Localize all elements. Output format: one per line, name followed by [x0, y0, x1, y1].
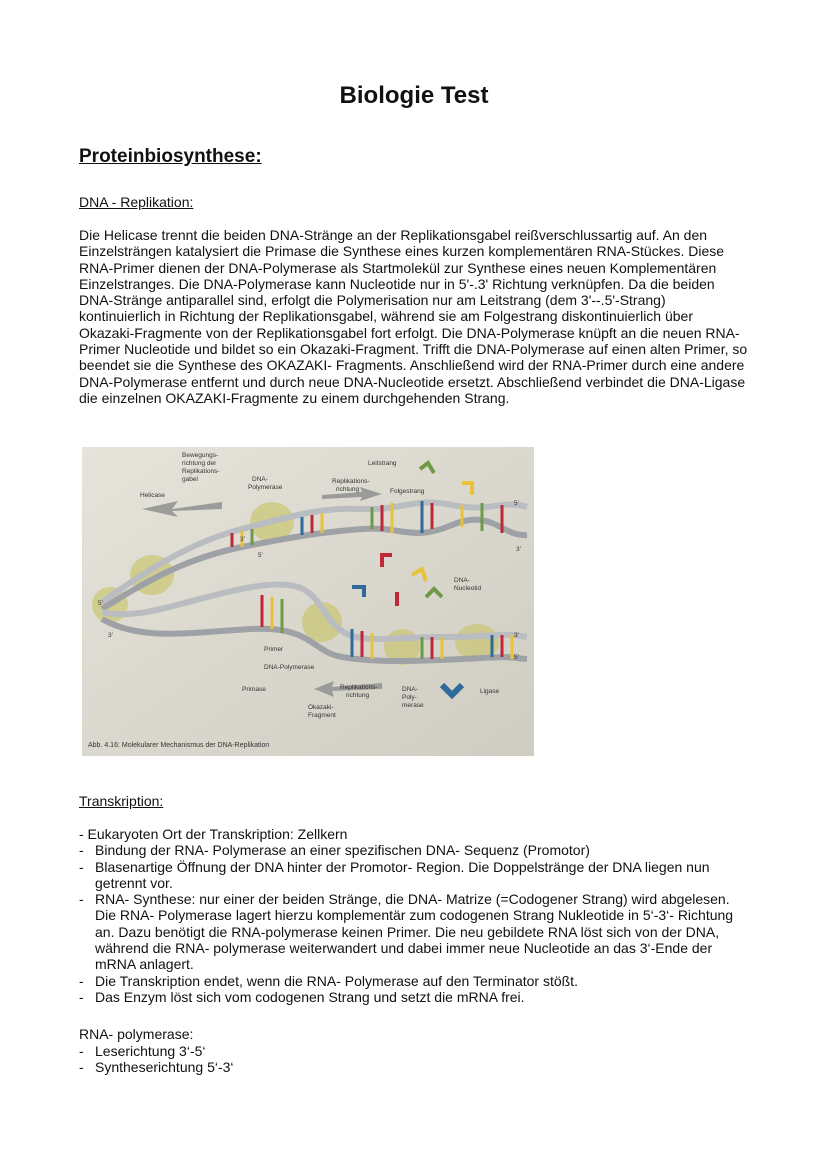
- figure-caption: Abb. 4.16: Molekularer Mechanismus der DNA-Replikation: [88, 742, 270, 749]
- label-dna-poly-merase-2: Poly-: [402, 694, 417, 701]
- label-replikationsrichtung-bottom: Replikations-: [340, 684, 378, 691]
- rna-polymerase-heading: RNA- polymerase:: [79, 1026, 194, 1042]
- label-dna-poly-merase-3: merase: [402, 702, 424, 709]
- label-okazaki-fragment-2: Fragment: [308, 712, 336, 719]
- rna-polymerase-list: [79, 1043, 749, 1076]
- list-item: - Eukaryoten Ort der Transkription: Zellkern: [79, 826, 348, 842]
- dna-replication-figure: [82, 447, 534, 756]
- list-item: - Die Transkription endet, wenn die RNA- Polymerase auf den Terminator stößt.: [79, 973, 749, 989]
- label-3-left: 3': [108, 632, 113, 639]
- label-bewegungsrichtung-3: Replikations-: [182, 468, 220, 475]
- label-dna-polymerase-top: DNA-: [252, 476, 268, 483]
- list-item: - Syntheserichtung 5‘-3‘: [79, 1059, 749, 1075]
- replication-heading: DNA - Replikation:: [79, 194, 194, 210]
- dna-replication-illustration: [82, 447, 534, 756]
- svg-text:richtung der: [182, 460, 217, 467]
- label-3-end-top: 3': [516, 546, 521, 553]
- label-bewegungsrichtung-2: richtung der: [182, 460, 217, 467]
- label-ligase: Ligase: [480, 688, 500, 695]
- label-3-mid: 3': [240, 536, 245, 543]
- list-item: - Bindung der RNA- Polymerase an einer spezifischen DNA- Sequenz (Promotor): [79, 842, 749, 858]
- label-dna-polymerase-bottom: DNA-Polymerase: [264, 664, 315, 671]
- label-dna-polymerase-top-2: Polymerase: [248, 484, 283, 491]
- label-5-mid: 5': [258, 552, 263, 559]
- svg-text:Replikations-: [182, 468, 220, 475]
- label-5-end-bottom: 5': [514, 654, 519, 661]
- label-helicase: Helicase: [140, 492, 165, 499]
- label-primer: Primer: [264, 646, 284, 653]
- label-bewegungsrichtung: Bewegungs-: [182, 452, 219, 459]
- label-okazaki-fragment: Okazaki-: [308, 704, 334, 711]
- list-item: - RNA- Synthese: nur einer der beiden Stränge, die DNA- Matrize (=Codogener Strang) wird abgelesen. Die RNA- Polymerase lagert hierzu komplementär zum codogenen Strang Nukleotide in 5‘-3‘- Richtung an. Dazu benötigt die RNA-polymerase keinen Primer. Die neu gebildete RNA löst sich von der DNA, während die RNA- polymerase weiterwandert und dabei immer neue Nucleotide an das 3‘-Ende der mRNA anlagert.: [79, 891, 749, 972]
- label-primase: Primase: [242, 686, 266, 693]
- svg-text:gabel: [182, 476, 198, 483]
- list-item: - Leserichtung 3‘-5‘: [79, 1043, 749, 1059]
- label-folgestrang: Folgestrang: [390, 488, 425, 495]
- label-dna-nucleotid-2: Nucleotid: [454, 585, 482, 592]
- section-heading: Proteinbiosynthese:: [79, 146, 262, 167]
- label-5-left: 5': [98, 600, 103, 607]
- replication-paragraph: Die Helicase trennt die beiden DNA-Stränge an der Replikationsgabel reißverschlussartig auf. An den Einzelsträngen katalysiert die Primase die Synthese eines kurzen komplementären RNA-Stückes. Diese RNA-Primer dienen der DNA-Polymerase als Startmolekül zur Synthese eines neuen Komplementären Einzelstranges. Die DNA-Polymerase kann Nucleotide nur in 5'-.3' Richtung verknüpfen. Da die beiden DNA-Stränge antiparallel sind, erfolgt die Polymerisation nur am Leitstrang (dem 3'--.5'-Strang) kontinuierlich in Richtung der Replikationsgabel, während sie am Folgestrang diskontinuierlich über Okazaki-Fragmente von der Replikationsgabel fort erfolgt. Die DNA-Polymerase knüpft an die neuen RNA- Primer Nucleotide und bildet so ein Okazaki-Fragment. Trifft die DNA-Polymerase auf einen alten Primer, so beendet sie die Synthese des OKAZAKI- Fragments. Anschließend wird der RNA-Primer durch eine andere DNA-Polymerase entfernt und durch neue DNA-Nucleotide ersetzt. Abschließend verbindet die DNA-Ligase die einzelnen OKAZAKI-Fragmente zu einem durchgehenden Strang.: [79, 227, 748, 406]
- transcription-heading: Transkription:: [79, 793, 164, 809]
- label-3-end-bottom: 3': [514, 632, 519, 639]
- page-title: Biologie Test: [339, 82, 489, 109]
- label-replikationsrichtung-bottom-2: richtung: [346, 692, 370, 699]
- label-leitstrang: Leitstrang: [368, 460, 397, 467]
- list-item: - Das Enzym löst sich vom codogenen Strang und setzt die mRNA frei.: [79, 989, 749, 1005]
- label-dna-poly-merase: DNA-: [402, 686, 418, 693]
- svg-text:Bewegungs-: [182, 452, 218, 459]
- label-bewegungsrichtung-4: gabel: [182, 476, 198, 483]
- transcription-list: [79, 826, 749, 1005]
- label-dna-nucleotid: DNA-: [454, 577, 470, 584]
- list-item: - Blasenartige Öffnung der DNA hinter der Promotor- Region. Die Doppelstränge der DNA liegen nun getrennt vor.: [79, 859, 749, 892]
- label-replikationsrichtung-top: Replikations-: [332, 478, 370, 485]
- label-replikationsrichtung-top-2: richtung: [336, 486, 360, 493]
- label-5-end-top: 5': [514, 500, 519, 507]
